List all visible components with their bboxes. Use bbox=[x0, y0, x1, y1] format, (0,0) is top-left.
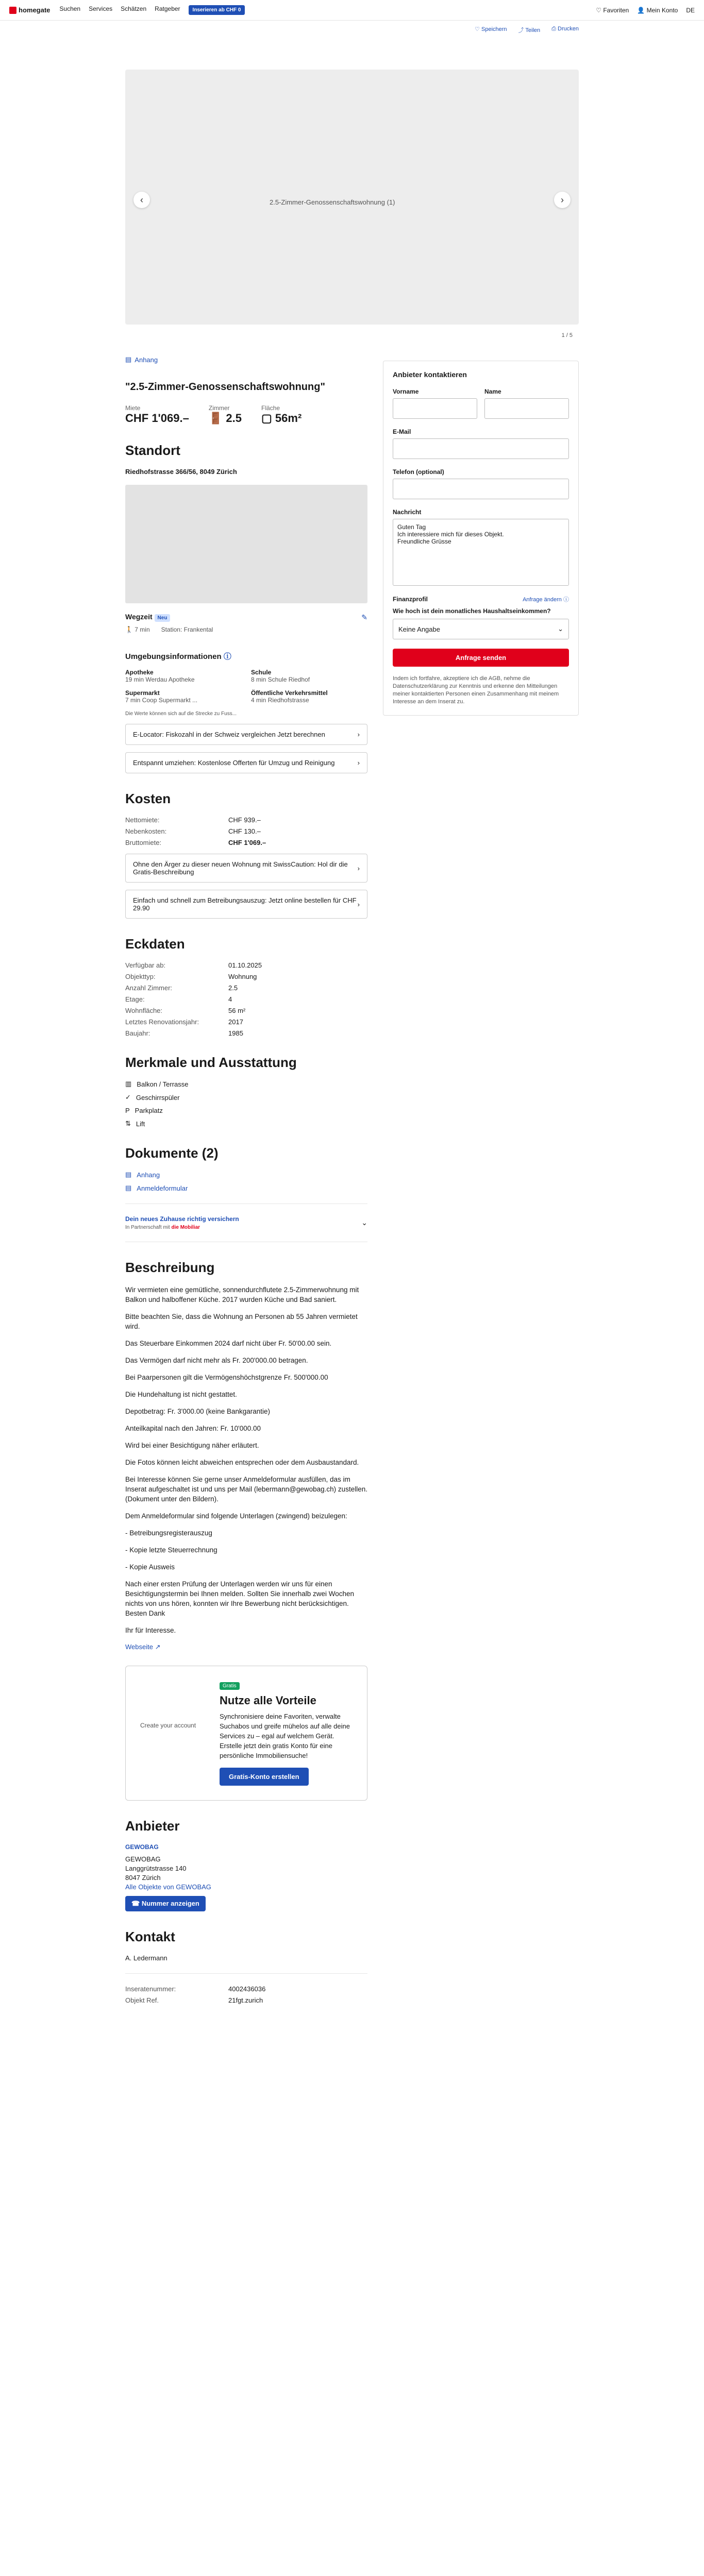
send-request-button[interactable]: Anfrage senden bbox=[393, 649, 569, 667]
map[interactable] bbox=[125, 485, 367, 603]
feature-item: ⇅ Lift bbox=[125, 1120, 145, 1128]
language-select[interactable]: DE bbox=[686, 6, 695, 14]
gallery-next-button[interactable]: › bbox=[554, 192, 571, 208]
eckdaten-list: Verfügbar ab: 01.10.2025 Objekttyp: Wohnung Anzahl Zimmer: 2.5 Etage: 4 Wohnfläche: 56 m² Letztes Renovationsjahr: 2017 Baujahr: 1985 bbox=[125, 961, 262, 1037]
umg-item: Apotheke 19 min Werdau Apotheke bbox=[125, 669, 195, 683]
eckdaten-heading: Eckdaten bbox=[125, 936, 185, 952]
main-nav bbox=[59, 5, 586, 15]
contact-form-title: Anbieter kontaktieren bbox=[393, 370, 467, 379]
info-icon[interactable]: ⓘ bbox=[223, 652, 231, 661]
anbieter-address: GEWOBAG Langgrütstrasse 140 8047 Zürich Alle Objekte von GEWOBAG bbox=[125, 1855, 211, 1891]
promo-image: Create your account bbox=[140, 1722, 196, 1729]
gallery-image-placeholder: 2.5-Zimmer-Genossenschaftswohnung (1) bbox=[270, 198, 395, 206]
chevron-right-icon: › bbox=[357, 864, 360, 872]
inserieren-button[interactable]: Inserieren ab CHF 0 bbox=[189, 5, 245, 15]
email-field[interactable] bbox=[393, 438, 569, 459]
income-select[interactable]: Keine Angabe ⌄ bbox=[393, 619, 569, 639]
umg-item: Schule 8 min Schule Riedhof bbox=[251, 669, 310, 683]
umg-item: Supermarkt 7 min Coop Supermarkt ... bbox=[125, 689, 198, 704]
area-icon: ▢ bbox=[261, 412, 272, 425]
parking-icon: P bbox=[125, 1107, 130, 1114]
edit-icon[interactable]: ✎ bbox=[361, 613, 367, 621]
all-objects-link[interactable]: Alle Objekte von GEWOBAG bbox=[125, 1883, 211, 1891]
pdf-icon: ▤ bbox=[125, 355, 132, 363]
doc-link[interactable]: ▤ Anhang bbox=[125, 1171, 160, 1179]
insurance-banner[interactable]: Dein neues Zuhause richtig versichern In Partnerschaft mit die Mobiliar ⌄ bbox=[125, 1215, 367, 1230]
feature-item: ▥ Balkon / Terrasse bbox=[125, 1080, 189, 1088]
favorites-link[interactable]: ♡ Favoriten bbox=[596, 6, 629, 14]
listing-actions bbox=[475, 26, 579, 34]
docs-heading: Dokumente (2) bbox=[125, 1145, 219, 1161]
kosten-heading: Kosten bbox=[125, 791, 171, 806]
ids-list: Inseratenummer: 4002436036 Objekt Ref. 21fgt.zurich bbox=[125, 1985, 266, 2004]
chevron-right-icon: › bbox=[357, 731, 360, 738]
umgebung-heading: Umgebungsinformationen ⓘ bbox=[125, 652, 231, 661]
kontakt-heading: Kontakt bbox=[125, 1929, 175, 1944]
rent-label: Miete bbox=[125, 404, 141, 412]
wegzeit-row: 🚶 7 min Station: Frankental bbox=[125, 626, 213, 633]
beschreibung-heading: Beschreibung bbox=[125, 1260, 215, 1275]
chevron-down-icon: ⌄ bbox=[558, 625, 563, 633]
gallery-prev-button[interactable]: ‹ bbox=[133, 192, 150, 208]
promo-text: Synchronisiere deine Favoriten, verwalte Suchabos und greife mühelos auf alle deine Services zu – egal auf welchem Gerät. Erstelle jetzt dein gratis Konto für eine persönliche Immobiliensuche! bbox=[220, 1713, 350, 1759]
external-link-icon: ↗ bbox=[155, 1643, 161, 1651]
create-account-button[interactable]: Gratis-Konto erstellen bbox=[220, 1768, 309, 1786]
umg-note: Die Werte können sich auf die Strecke zu Fuss... bbox=[125, 711, 237, 717]
area-value: ▢ 56m² bbox=[261, 412, 302, 425]
image-gallery[interactable] bbox=[125, 70, 579, 325]
check-icon: ✓ bbox=[125, 1093, 131, 1101]
feature-item: ✓ Geschirrspüler bbox=[125, 1093, 180, 1101]
chevron-down-icon: ⌄ bbox=[361, 1218, 367, 1227]
gallery-counter: 1 / 5 bbox=[561, 332, 573, 338]
listing-main bbox=[125, 381, 367, 2004]
brand-logo[interactable]: homegate bbox=[9, 6, 50, 14]
gratis-badge: Gratis bbox=[220, 1682, 240, 1690]
promo-title: Nutze alle Vorteile bbox=[220, 1694, 316, 1707]
wegzeit-heading: Wegzeit Neu bbox=[125, 613, 170, 622]
rent-value: CHF 1'069.– bbox=[125, 412, 189, 425]
address: Riedhofstrasse 366/56, 8049 Zürich bbox=[125, 468, 237, 476]
logo-icon bbox=[9, 7, 16, 14]
anbieter-heading: Anbieter bbox=[125, 1818, 180, 1834]
legal-text: Indem ich fortfahre, akzeptiere ich die AGB, nehme die Datenschutzerklärung zur Kenntnis und erkenne den Mitteilungen meiner kontaktierten Personen einen Zusammenhang mit meinem Interesse an dem Inserat zu. bbox=[393, 675, 559, 705]
merkmale-heading: Merkmale und Ausstattung bbox=[125, 1055, 297, 1070]
betreibung-box[interactable]: Einfach und schnell zum Betreibungsauszug: Jetzt online bestellen für CHF 29.90 › bbox=[125, 890, 367, 919]
top-header bbox=[0, 0, 704, 21]
nav-schaetzen[interactable]: Schätzen bbox=[121, 5, 147, 12]
lastname-field[interactable] bbox=[484, 398, 569, 419]
listing-title: "2.5-Zimmer-Genossenschaftswohnung" bbox=[125, 381, 325, 393]
new-badge: Neu bbox=[155, 614, 171, 622]
share-button[interactable]: ⤴ Teilen bbox=[518, 27, 541, 33]
nav-suchen[interactable]: Suchen bbox=[59, 5, 81, 12]
print-button[interactable]: ⎙ Drucken bbox=[551, 26, 579, 32]
elocator-box[interactable]: E-Locator: Fiskozahl in der Schweiz vergleichen Jetzt berechnen › bbox=[125, 724, 367, 745]
account-link[interactable]: 👤 Mein Konto bbox=[637, 6, 678, 14]
nav-ratgeber[interactable]: Ratgeber bbox=[155, 5, 180, 12]
area-label: Fläche bbox=[261, 404, 280, 412]
account-promo bbox=[125, 1666, 367, 1801]
info-icon: ⓘ bbox=[563, 597, 569, 603]
balcony-icon: ▥ bbox=[125, 1080, 132, 1088]
pdf-icon: ▤ bbox=[125, 1171, 132, 1178]
umgebung-grid bbox=[125, 669, 367, 704]
description: Wir vermieten eine gemütliche, sonnendurchflutete 2.5-Zimmerwohnung mit Balkon und halboffener Küche. 2017 wurden Küche und Bad saniert. Bitte beachten Sie, dass die Wohnung an Personen ab 55 Jahren vermietet wird. Das Steuerbare Einkommen 2024 darf nicht über Fr. 50'00.00 sein. Das Vermögen darf nicht mehr als Fr. 200'000.00 betragen. Bei Paarpersonen gilt die Vermögenshöchstgrenze Fr. 500'000.00 Die Hundehaltung ist nicht gestattet. Depotbetrag: Fr. 3'000.00 (keine Bankgarantie) Anteilkapital nach den Jahren: Fr. 10'000.00 Wird bei einer Besichtigung näher erläutert. Die Fotos können leicht abweichen entsprechen oder dem Ausbaustandard. Bei Interesse können Sie gerne unser Anmeldeformular ausfüllen, das im Inserat aufgeschaltet ist und uns per Mail (lebermann@gewobag.ch) zustellen. (Dokument unter den Bildern). Dem Anmeldeformular sind folgende Unterlagen (zwingend) beizulegen: - Betreibungsregisterauszug - Kopie letzte Steuerrechnung - Kopie Ausweis Nach einer ersten Prüfung der Unterlagen werden wir uns für einen Besichtigungstermin bei Ihnen melden. Sollten Sie innerhalb zwei Wochen nichts von uns hören, konnten wir Ihre Bewerbung nicht berücksichtigen. Besten Dank Ihr für Interesse. bbox=[125, 1286, 367, 1634]
chevron-right-icon: › bbox=[357, 759, 360, 767]
feature-item: P Parkplatz bbox=[125, 1107, 163, 1114]
firstname-field[interactable] bbox=[393, 398, 477, 419]
costs-list: Nettomiete: CHF 939.– Nebenkosten: CHF 130.– Bruttomiete: CHF 1'069.– bbox=[125, 816, 266, 846]
finanzprofil-link[interactable]: Anfrage ändern ⓘ bbox=[523, 597, 569, 603]
mobiliar-logo: die Mobiliar bbox=[171, 1225, 200, 1230]
show-number-button[interactable]: ☎ Nummer anzeigen bbox=[125, 1896, 206, 1911]
doc-link[interactable]: ▤ Anmeldeformular bbox=[125, 1184, 188, 1192]
walk-icon: 🚶 7 min bbox=[125, 626, 150, 633]
rooms-label: Zimmer bbox=[208, 404, 230, 412]
save-button[interactable]: ♡ Speichern bbox=[475, 26, 507, 32]
umg-item: Öffentliche Verkehrsmittel 4 min Riedhofstrasse bbox=[251, 689, 328, 704]
lift-icon: ⇅ bbox=[125, 1120, 131, 1127]
chevron-right-icon: › bbox=[357, 900, 360, 908]
phone-icon: ☎ bbox=[131, 1900, 140, 1907]
income-question: Wie hoch ist dein monatliches Haushaltseinkommen? bbox=[393, 607, 551, 615]
phone-field[interactable] bbox=[393, 479, 569, 499]
anbieter-logo: GEWOBAG bbox=[125, 1843, 159, 1851]
website-link[interactable]: Webseite ↗ bbox=[125, 1643, 161, 1651]
contact-form: Anbieter kontaktieren Vorname Name E-Mail Telefon (optional) Nachricht Guten Tag Ich interessiere mich für dieses Objekt. Freundliche Grüsse Finanzprofil Anfrage ändern ⓘ Wie hoch ist dein monatliches Haushaltseinkommen? Keine Angabe ⌄ Anfrage senden Indem ich fortfahre, akzeptiere ich die AGB, nehme die Datenschutzerklärung zur Kenntnis und erkenne den Mitteilungen meiner kontaktierten Personen einen Zusammenhang mit meinem Interesse an dem Inserat zu. bbox=[383, 361, 579, 716]
door-icon: 🚪 bbox=[208, 412, 223, 425]
rooms-value: 🚪 2.5 bbox=[208, 412, 242, 425]
contact-name: A. Ledermann bbox=[125, 1954, 167, 1962]
umzug-box[interactable]: Entspannt umziehen: Kostenlose Offerten für Umzug und Reinigung › bbox=[125, 752, 367, 773]
attachment-link[interactable]: ▤ Anhang bbox=[125, 355, 158, 364]
swisscaution-box[interactable]: Ohne den Ärger zu dieser neuen Wohnung mit SwissCaution: Hol dir die Gratis-Beschreibung › bbox=[125, 854, 367, 883]
key-facts bbox=[125, 404, 367, 425]
pdf-icon: ▤ bbox=[125, 1184, 132, 1192]
standort-heading: Standort bbox=[125, 443, 180, 458]
nav-services[interactable]: Services bbox=[89, 5, 113, 12]
message-field[interactable]: Guten Tag Ich interessiere mich für dieses Objekt. Freundliche Grüsse bbox=[393, 519, 569, 586]
